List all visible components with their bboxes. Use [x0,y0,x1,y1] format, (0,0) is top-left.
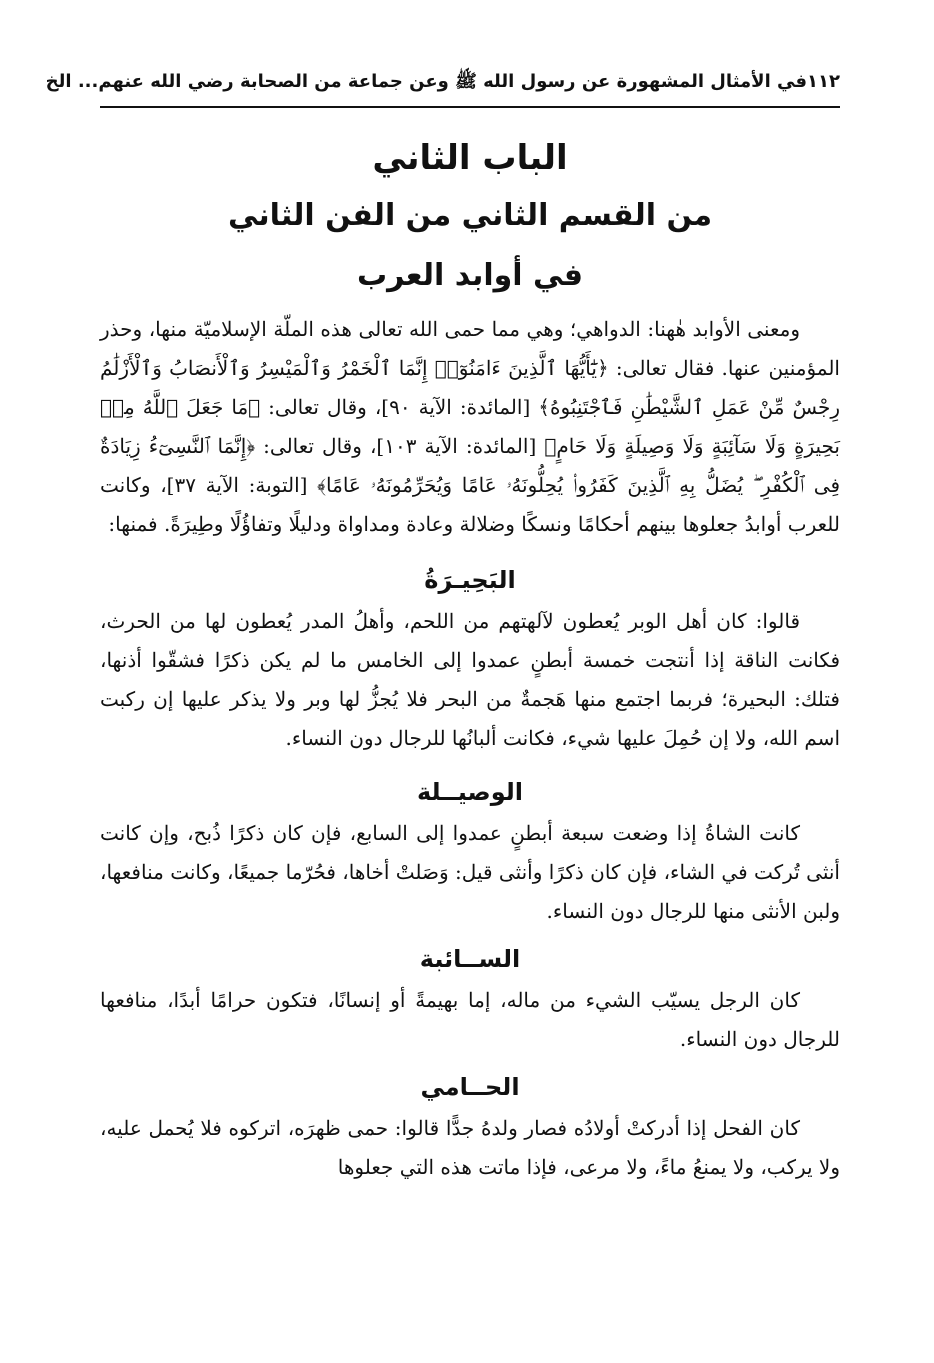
book-page [45,70,841,1187]
section-text-hami: كان الفحل إذا أدركتْ أولادُه فصار ولدهُ جدًّا قالوا: حمى ظهرَه، اتركوه فلا يُحمل عليه، ولا يركب، ولا يمنعُ ماءً، ولا مرعى، فإذا ماتت هذه التي جعلوها [100,1116,840,1179]
section-heading-bahira: البَحِيـرَةُ [424,566,516,594]
intro-paragraph: ومعنى الأوابد هٰهنا: الدواهي؛ وهي مما حمى الله تعالى هذه الملّة الإسلاميّة منها، وحذر المؤمنين عنها. فقال تعالى: ﴿يَٰٓأَيُّهَا ٱلَّذِينَ ءَامَنُوٓا۟ إِنَّمَا ٱلْخَمْرُ وَٱلْمَيْسِرُ وَٱلْأَنصَابُ وَٱلْأَزْلَٰمُ رِجْسٌ مِّنْ عَمَلِ ٱلشَّيْطَٰنِ فَٱجْتَنِبُوهُ﴾ [المائدة: الآية ٩٠]، وقال تعالى: ﴿مَا جَعَلَ ٱللَّهُ مِنۢ بَحِيرَةٍ وَلَا سَآئِبَةٍ وَلَا وَصِيلَةٍ وَلَا حَامٍ﴾ [المائدة: الآية ١٠٣]، وقال تعالى: ﴿إِنَّمَا ٱلنَّسِىٓءُ زِيَادَةٌ فِى ٱلْكُفْرِ ۖ يُضَلُّ بِهِ ٱلَّذِينَ كَفَرُوا۟ يُحِلُّونَهُۥ عَامًا وَيُحَرِّمُونَهُۥ عَامًا﴾ [التوبة: الآية ٣٧]، وكانت للعرب أوابدُ جعلوها بينهم أحكامًا ونسكًا وضلالة وعادة ومداواة ودليلًا وتفاؤُلًا وطِيرَةً. فمنها: [100,317,841,536]
section-heading-wasila: الوصيــلة [416,778,524,806]
running-header [45,70,840,108]
page-number: ١١٢ [807,71,840,92]
section-text-saiba: كان الرجل يسيّب الشيء من ماله، إما بهيمةً أو إنسانًا، فتكون حرامًا أبدًا، منافعها للرجال دون النساء. [100,988,840,1051]
chapter-title: الباب الثاني [372,138,568,178]
section-heading-saiba: الســائبة [419,945,521,973]
section-heading-hami: الحــامي [420,1073,520,1101]
section-text-wasila: كانت الشاةُ إذا وضعت سبعة أبطنٍ عمدوا إلى السابع، فإن كان ذكرًا ذُبح، وإن كانت أنثى تُركت في الشاء، فإن كان ذكرًا وأنثى قيل: وَصَلتْ أخاها، فحُرّما جميعًا، وكانت منافعها، ولبن الأنثى منها للرجال دون النساء. [100,821,840,923]
chapter-topic: في أوابد العرب [357,258,583,293]
chapter-subtitle: من القسم الثاني من الفن الثاني [227,198,713,233]
running-title: في الأمثال المشهورة عن رسول الله ﷺ وعن جماعة من الصحابة رضي الله عنهم... الخ [45,71,808,92]
section-text-bahira: قالوا: كان أهل الوبر يُعطون لآلهتهم من اللحم، وأهلُ المدر يُعطون لها من الحرث، فكانت الناقة إذا أنتجت خمسة أبطنٍ عمدوا إلى الخامس ما لم يكن ذكرًا فشقّوا أذنها، فتلك: البحيرة؛ فربما اجتمع منها هَجمةٌ من البحر فلا يُجزُّ لها وبر ولا يذكر عليها إن ركبت اسم الله، ولا إن حُمِلَ عليها شيء، فكانت ألبانُها للرجال دون النساء. [100,609,840,750]
